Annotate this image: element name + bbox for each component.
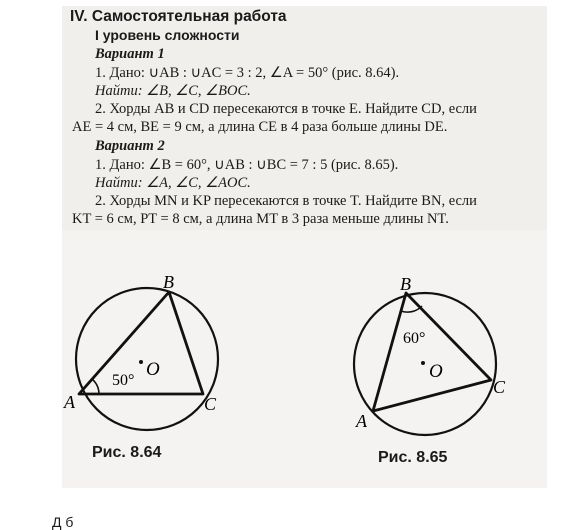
variant2-task2-line1: 2. Хорды MN и KP пересекаются в точке T. Найдите BN, если (95, 193, 477, 209)
variant2-task1-given: 1. Дано: ∠B = 60°, ∪AB : ∪BC = 7 : 5 (рис. 8.65). (95, 157, 399, 173)
label-a-2: A (356, 411, 367, 431)
section-title: IV. Самостоятельная работа (70, 8, 287, 25)
label-a-1: A (64, 392, 75, 412)
figure2-caption: Рис. 8.65 (378, 449, 448, 466)
angle-label-1: 50° (112, 372, 135, 389)
variant1-task1-find: Найти: ∠B, ∠C, ∠BOC. (95, 83, 251, 99)
label-o-2: O (429, 361, 443, 382)
variant2-title: Вариант 2 (95, 138, 165, 154)
figure1-caption: Рис. 8.64 (92, 444, 162, 461)
center-point-1 (139, 360, 143, 364)
label-o-1: O (146, 359, 160, 380)
variant2-task1-find: Найти: ∠A, ∠C, ∠AOC. (95, 175, 251, 191)
label-b-2: B (400, 274, 411, 294)
angle-label-2: 60° (403, 330, 426, 347)
label-c-2: C (493, 377, 506, 397)
variant1-title: Вариант 1 (95, 46, 165, 62)
center-point-2 (421, 361, 425, 365)
label-b-1: B (163, 272, 174, 292)
level-title: I уровень сложности (95, 27, 240, 43)
variant1-task2-line2: AE = 4 см, BE = 9 см, а длина CE в 4 раза больше длины DE. (72, 119, 448, 135)
figure-8-64 (63, 272, 218, 430)
label-c-1: C (204, 394, 217, 414)
variant1-task1-given: 1. Дано: ∪AB : ∪AC = 3 : 2, ∠A = 50° (рис. 8.64). (95, 65, 400, 81)
variant2-task2-line2: KT = 6 см, PT = 8 см, а длина MT в 3 раза меньше длины NT. (72, 211, 449, 227)
variant1-task2-line1: 2. Хорды AB и CD пересекаются в точке E. Найдите CD, если (95, 101, 477, 117)
angle-arc-1 (92, 379, 99, 394)
figure-8-65 (354, 274, 506, 435)
footer-fragment: Д б (52, 514, 74, 530)
